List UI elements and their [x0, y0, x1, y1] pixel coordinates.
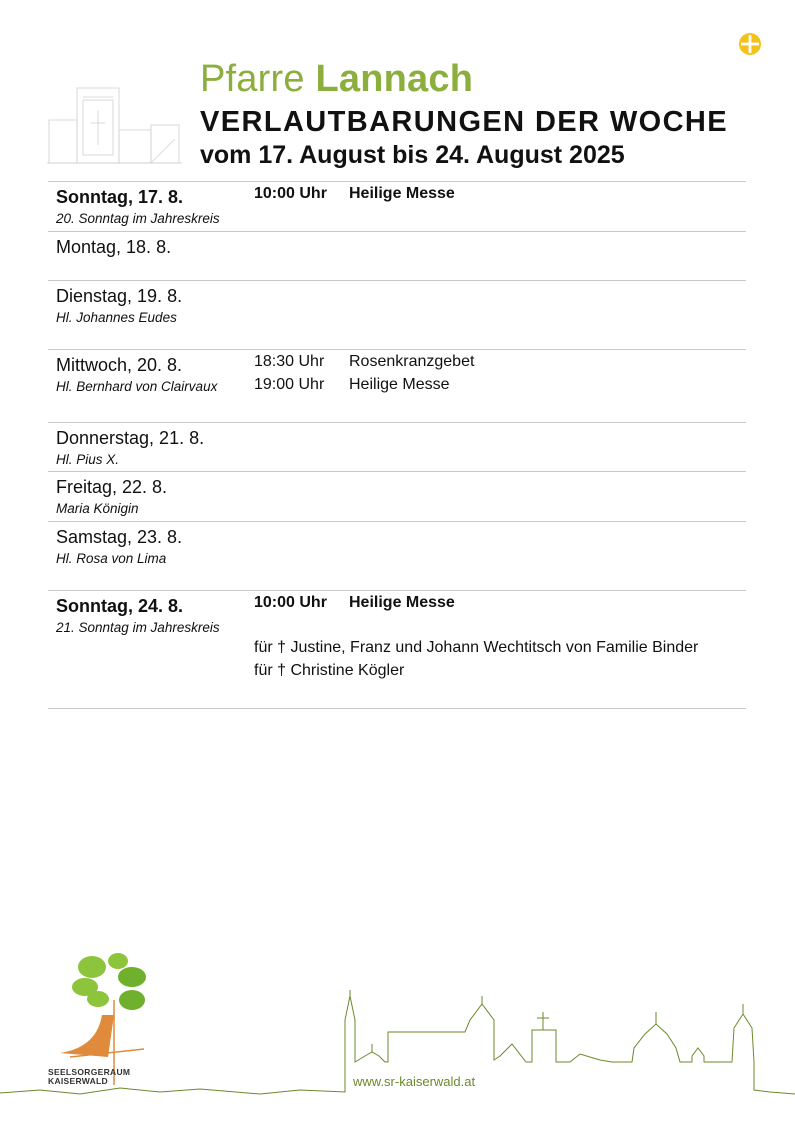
- day-subtitle: Hl. Pius X.: [56, 452, 120, 467]
- day-label: Freitag, 22. 8.: [56, 477, 168, 497]
- event-time: 18:30 Uhr: [254, 353, 325, 370]
- date-range: vom 17. August bis 24. August 2025: [200, 141, 625, 169]
- logo-line-1: SEELSORGERAUM: [48, 1067, 131, 1077]
- mass-intention: für † Christine Kögler: [254, 662, 405, 679]
- website-link[interactable]: www.sr-kaiserwald.at: [353, 1074, 476, 1089]
- event-title: Heilige Messe: [349, 594, 455, 611]
- event-time: 19:00 Uhr: [254, 376, 325, 393]
- day-label: Sonntag, 17. 8.: [56, 187, 184, 207]
- day-label: Donnerstag, 21. 8.: [56, 428, 205, 448]
- event-title: Heilige Messe: [349, 185, 455, 202]
- day-label: Sonntag, 24. 8.: [56, 596, 184, 616]
- church-sketch-icon: [47, 85, 182, 165]
- day-subtitle: Hl. Johannes Eudes: [56, 310, 177, 325]
- logo-line-2: KAISERWALD: [48, 1076, 108, 1086]
- event-time: 10:00 Uhr: [254, 185, 327, 202]
- day-label: Montag, 18. 8.: [56, 237, 172, 257]
- parish-prefix: Pfarre: [200, 58, 305, 100]
- divider: [48, 471, 746, 472]
- divider: [48, 590, 746, 591]
- day-subtitle: Maria Königin: [56, 501, 139, 516]
- divider: [48, 231, 746, 232]
- mass-intention: für † Justine, Franz und Johann Wechtitsch von Familie Binder: [254, 639, 699, 656]
- event-title: Heilige Messe: [349, 376, 450, 393]
- day-subtitle: 21. Sonntag im Jahreskreis: [56, 620, 220, 635]
- event-time: 10:00 Uhr: [254, 594, 327, 611]
- day-label: Samstag, 23. 8.: [56, 527, 183, 547]
- parish-title: [200, 58, 473, 101]
- divider: [48, 422, 746, 423]
- divider: [48, 521, 746, 522]
- divider: [48, 280, 746, 281]
- divider: [48, 349, 746, 350]
- day-subtitle: 20. Sonntag im Jahreskreis: [56, 211, 220, 226]
- day-label: Dienstag, 19. 8.: [56, 286, 183, 306]
- day-subtitle: Hl. Rosa von Lima: [56, 551, 167, 566]
- day-subtitle: Hl. Bernhard von Clairvaux: [56, 379, 218, 394]
- day-label: Mittwoch, 20. 8.: [56, 355, 183, 375]
- diocese-cross-icon: [738, 32, 762, 56]
- event-title: Rosenkranzgebet: [349, 353, 475, 370]
- parish-name: Lannach: [315, 58, 474, 100]
- page-title: VERLAUTBARUNGEN DER WOCHE: [200, 106, 728, 138]
- divider: [48, 708, 746, 709]
- divider: [48, 181, 746, 182]
- logo-wordmark: [48, 1068, 130, 1086]
